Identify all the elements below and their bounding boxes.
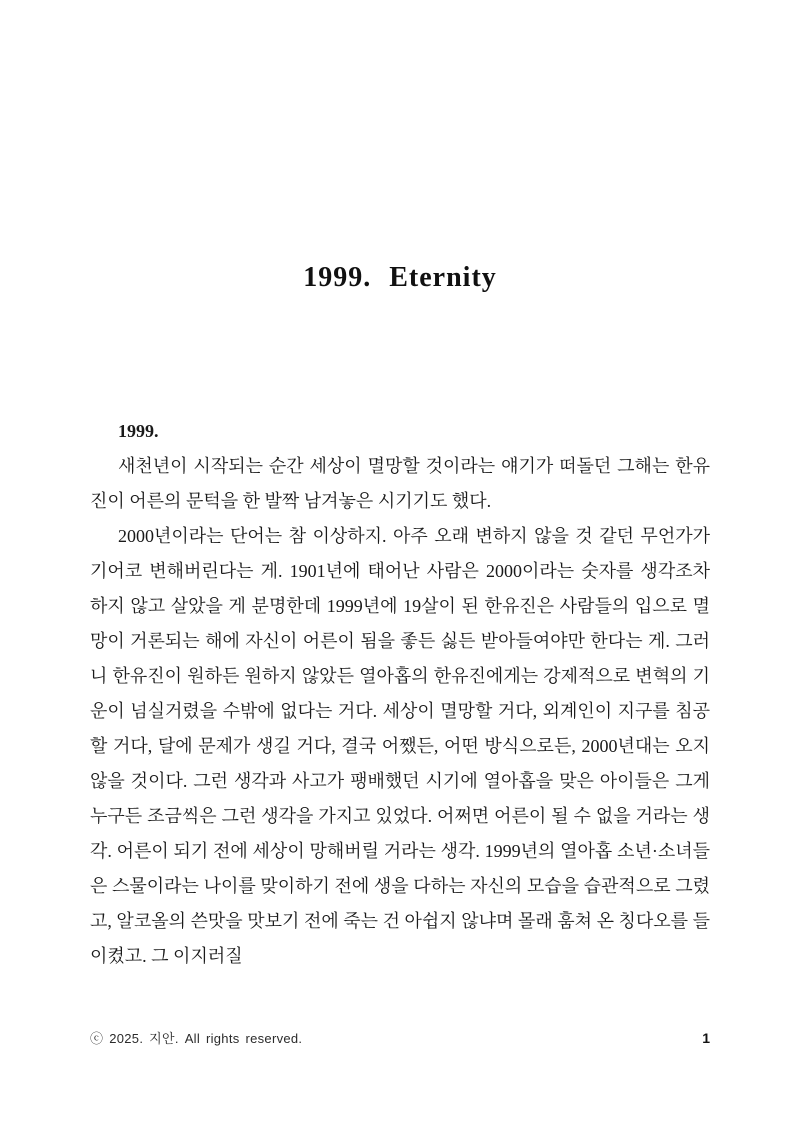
section-heading-1999: 1999.: [118, 421, 159, 441]
paragraph-1: 새천년이 시작되는 순간 세상이 멸망할 것이라는 얘기가 떠돌던 그해는 한유진이 어른의 문턱을 한 발짝 남겨놓은 시기기도 했다.: [90, 456, 710, 511]
copyright-notice: ⓒ 2025. 지안. All rights reserved.: [90, 1031, 303, 1046]
page-title: 1999. Eternity: [303, 262, 497, 293]
paragraph-2: 2000년이라는 단어는 참 이상하지. 아주 오래 변하지 않을 것 같던 무언가가 기어코 변해버린다는 게. 1901년에 태어난 사람은 2000이라는 숫자를 생각조차 하지 않고 살았을 게 분명한데 1999년에 19살이 된 한유진은 사람들의 입으로 멸망이 거론되는 해에 자신이 어른이 됨을 좋든 싫든 받아들여야만 한다는 게. 그러니 한유진이 원하든 원하지 않았든 열아홉의 한유진에게는 강제적으로 변혁의 기운이 넘실거렸을 수밖에 없다는 거다. 세상이 멸망할 거다, 외계인이 지구를 침공할 거다, 달에 문제가 생길 거다, 결국 어쨌든, 어떤 방식으로든, 2000년대는 오지 않을 것이다. 그런 생각과 사고가 팽배했던 시기에 열아홉을 맞은 아이들은 그게 누구든 조금씩은 그런 생각을 가지고 있었다. 어쩌면 어른이 될 수 없을 거라는 생각. 어른이 되기 전에 세상이 망해버릴 거라는 생각. 1999년의 열아홉 소년·소녀들은 스물이라는 나이를 맞이하기 전에 생을 다하는 자신의 모습을 습관적으로 그렸고, 알코올의 쓴맛을 맛보기 전에 죽는 건 아쉽지 않냐며 몰래 훔쳐 온 칭다오를 들이켰고. 그 이지러질: [90, 526, 710, 966]
body-text: [90, 414, 710, 974]
page-footer: [90, 1028, 710, 1047]
page-number: 1: [702, 1030, 710, 1046]
